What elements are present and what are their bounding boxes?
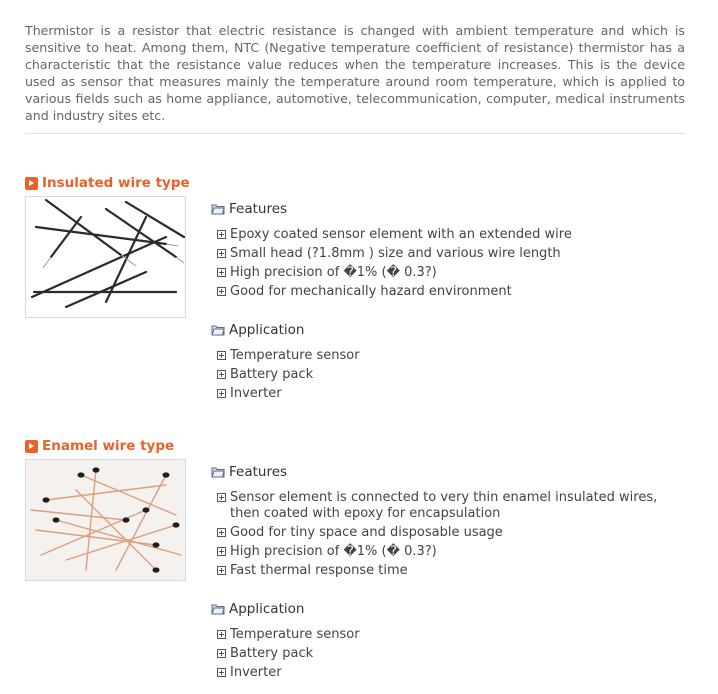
list-item: High precision of �1% (� 0.3?) (217, 265, 687, 281)
arrow-right-icon (25, 177, 38, 190)
insulated-wire-photo (25, 196, 186, 318)
plus-box-icon (217, 230, 226, 239)
arrow-right-icon (25, 440, 38, 453)
list-item: Good for tiny space and disposable usage (217, 525, 687, 541)
plus-box-icon (217, 370, 226, 379)
list-item: Inverter (217, 665, 687, 681)
plus-box-icon (217, 668, 226, 677)
section-enamel-wire (25, 437, 695, 692)
list-item: Inverter (217, 386, 687, 402)
section-heading (25, 174, 190, 192)
section-insulated-wire (25, 174, 695, 414)
divider (25, 133, 685, 134)
folder-icon (211, 603, 225, 615)
plus-box-icon (217, 351, 226, 360)
plus-box-icon (217, 528, 226, 537)
list-item: High precision of �1% (� 0.3?) (217, 544, 687, 560)
features-title: Features (229, 201, 288, 217)
list-item: Epoxy coated sensor element with an extended wire (217, 227, 687, 243)
list-item: Temperature sensor (217, 627, 687, 643)
list-item: Fast thermal response time (217, 563, 687, 579)
list-item: Sensor element is connected to very thin enamel insulated wires, then coated with epoxy for encapsulation (217, 490, 687, 522)
plus-box-icon (217, 249, 226, 258)
plus-box-icon (217, 649, 226, 658)
plus-box-icon (217, 547, 226, 556)
intro-paragraph: Thermistor is a resistor that electric resistance is changed with ambient temperature and which is sensitive to heat. Among them, NTC (Negative temperature coefficient of resistance) thermistor has a characteristic that the resistance value reduces when the temperature increases. This is the device used as sensor that measures mainly the temperature around room temperature, which is applied to various fields such as home appliance, automotive, telecommunication, computer, medical instruments and industry sites etc. (25, 23, 685, 123)
list-item: Good for mechanically hazard environment (217, 284, 687, 300)
plus-box-icon (217, 566, 226, 575)
section-title: Insulated wire type (42, 175, 190, 191)
list-item: Battery pack (217, 367, 687, 383)
plus-box-icon (217, 268, 226, 277)
plus-box-icon (217, 287, 226, 296)
section-heading (25, 437, 174, 455)
features-block (211, 463, 658, 578)
plus-box-icon (217, 493, 226, 502)
application-title: Application (229, 322, 305, 338)
plus-box-icon (217, 389, 226, 398)
section-title: Enamel wire type (42, 438, 175, 454)
folder-icon (211, 324, 225, 336)
features-title: Features (229, 464, 288, 480)
list-item: Battery pack (217, 646, 687, 662)
features-block (211, 200, 572, 299)
enamel-wire-photo (25, 459, 186, 581)
application-title: Application (229, 601, 305, 617)
application-block (211, 321, 360, 401)
list-item: Small head (?1.8mm ) size and various wire length (217, 246, 687, 262)
folder-icon (211, 203, 225, 215)
folder-icon (211, 466, 225, 478)
application-block (211, 600, 360, 680)
list-item: Temperature sensor (217, 348, 687, 364)
plus-box-icon (217, 630, 226, 639)
